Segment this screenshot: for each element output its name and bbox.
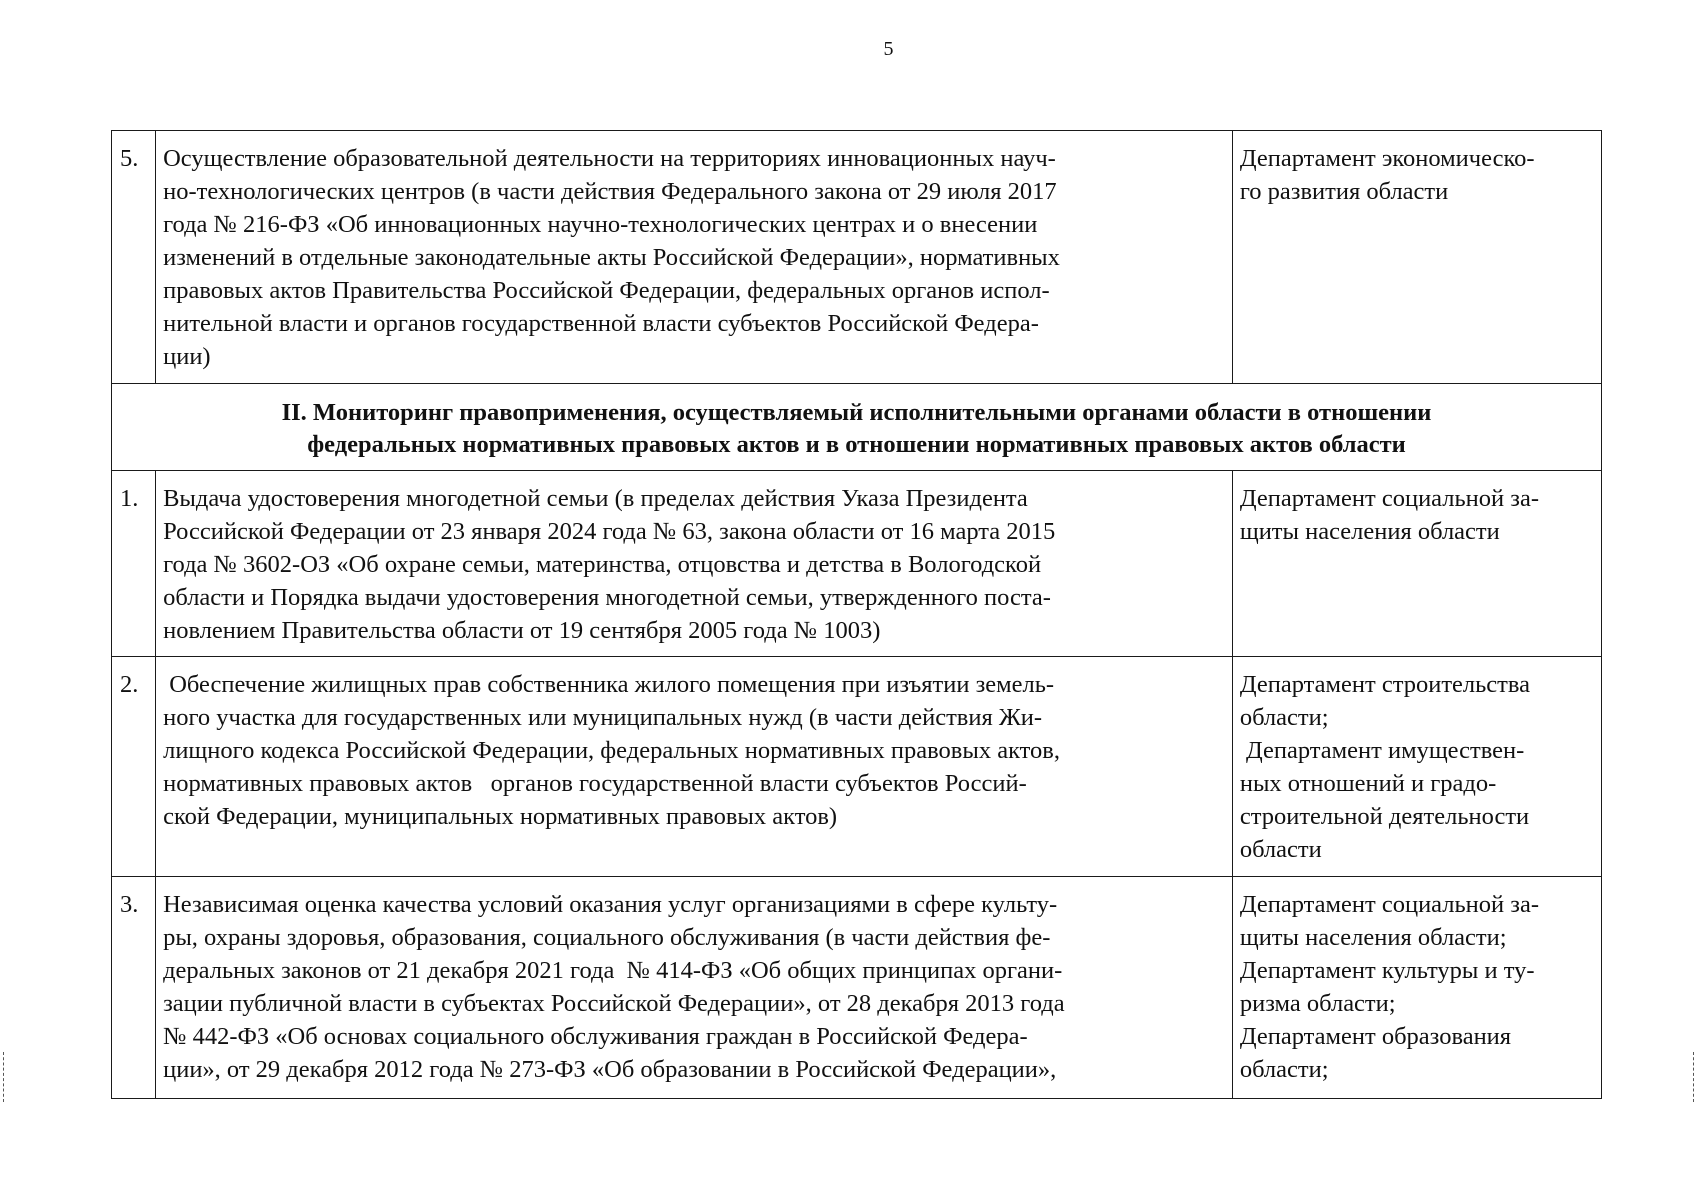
description-line: года № 3602-ОЗ «Об охране семьи, материнства, отцовства и детства в Вологодской <box>163 551 1042 578</box>
department-line: Департамент имуществен- <box>1239 737 1525 764</box>
description-line: Выдача удостоверения многодетной семьи (в пределах действия Указа Президента <box>163 485 1028 512</box>
scan-edge-mark-left <box>3 1052 5 1102</box>
department-line: области; <box>1239 704 1329 731</box>
department-line: го развития области <box>1239 178 1449 205</box>
table-row <box>112 471 1602 657</box>
description-line: нительной власти и органов государственной власти субъектов Российской Федера- <box>163 310 1039 337</box>
department-line: Департамент социальной за- <box>1239 485 1539 512</box>
department-line: щиты населения области; <box>1239 924 1507 951</box>
section-heading <box>112 384 1602 471</box>
description-line: ры, охраны здоровья, образования, социального обслуживания (в части действия фе- <box>163 924 1051 951</box>
scan-edge-mark-right <box>1693 1052 1695 1102</box>
department-line: Департамент культуры и ту- <box>1239 957 1535 984</box>
description-line: деральных законов от 21 декабря 2021 года № 414-ФЗ «Об общих принципах органи- <box>163 957 1063 984</box>
section-heading-line: II. Мониторинг правоприменения, осуществляемый исполнительными органами области в отношении <box>281 399 1432 426</box>
description-line: изменений в отдельные законодательные акты Российской Федерации», нормативных <box>163 244 1060 271</box>
description-line: лищного кодекса Российской Федерации, федеральных нормативных правовых актов, <box>163 737 1060 764</box>
department-line: области; <box>1239 1056 1329 1083</box>
description-line: года № 216-ФЗ «Об инновационных научно-технологических центрах и о внесении <box>163 211 1038 238</box>
description-line: ской Федерации, муниципальных нормативных правовых актов) <box>163 803 838 830</box>
page-number: 5 <box>883 38 894 60</box>
row-number: 1. <box>112 471 156 657</box>
row-description <box>156 877 1233 1099</box>
row-description <box>156 657 1233 877</box>
description-line: Обеспечение жилищных прав собственника жилого помещения при изъятии земель- <box>163 671 1055 698</box>
section-heading-line: федеральных нормативных правовых актов и в отношении нормативных правовых актов области <box>307 431 1406 458</box>
description-line: области и Порядка выдачи удостоверения многодетной семьи, утвержденного поста- <box>163 584 1051 611</box>
department-line: Департамент социальной за- <box>1239 891 1539 918</box>
description-line: Осуществление образовательной деятельности на территориях инновационных науч- <box>163 145 1056 172</box>
department-line: ризма области; <box>1239 990 1396 1017</box>
description-line: ции) <box>163 343 211 370</box>
table-row <box>112 131 1602 384</box>
description-line: Российской Федерации от 23 января 2024 года № 63, закона области от 16 марта 2015 <box>163 518 1056 545</box>
row-number: 3. <box>112 877 156 1099</box>
row-responsible-department <box>1232 657 1601 877</box>
department-line: области <box>1239 836 1322 863</box>
department-line: Департамент образования <box>1239 1023 1512 1050</box>
section-heading-row <box>112 384 1602 471</box>
description-line: но-технологических центров (в части действия Федерального закона от 29 июля 2017 <box>163 178 1057 205</box>
department-line: Департамент строительства <box>1239 671 1530 698</box>
row-number: 2. <box>112 657 156 877</box>
table-row <box>112 877 1602 1099</box>
department-line: строительной деятельности <box>1239 803 1530 830</box>
department-line: щиты населения области <box>1239 518 1500 545</box>
row-responsible-department <box>1232 131 1601 384</box>
row-responsible-department <box>1232 877 1601 1099</box>
row-description <box>156 131 1233 384</box>
department-line: ных отношений и градо- <box>1239 770 1497 797</box>
row-number: 5. <box>112 131 156 384</box>
description-line: зации публичной власти в субъектах Российской Федерации», от 28 декабря 2013 года <box>163 990 1065 1017</box>
row-description <box>156 471 1233 657</box>
description-line: новлением Правительства области от 19 сентября 2005 года № 1003) <box>163 617 881 644</box>
row-responsible-department <box>1232 471 1601 657</box>
monitoring-plan-table <box>111 130 1602 1099</box>
description-line: правовых актов Правительства Российской Федерации, федеральных органов испол- <box>163 277 1050 304</box>
description-line: № 442-ФЗ «Об основах социального обслуживания граждан в Российской Федера- <box>163 1023 1028 1050</box>
table-row <box>112 657 1602 877</box>
description-line: нормативных правовых актов органов государственной власти субъектов Россий- <box>163 770 1027 797</box>
department-line: Департамент экономическо- <box>1239 145 1535 172</box>
description-line: ции», от 29 декабря 2012 года № 273-ФЗ «Об образовании в Российской Федерации», <box>163 1056 1057 1083</box>
description-line: Независимая оценка качества условий оказания услуг организациями в сфере культу- <box>163 891 1058 918</box>
description-line: ного участка для государственных или муниципальных нужд (в части действия Жи- <box>163 704 1043 731</box>
